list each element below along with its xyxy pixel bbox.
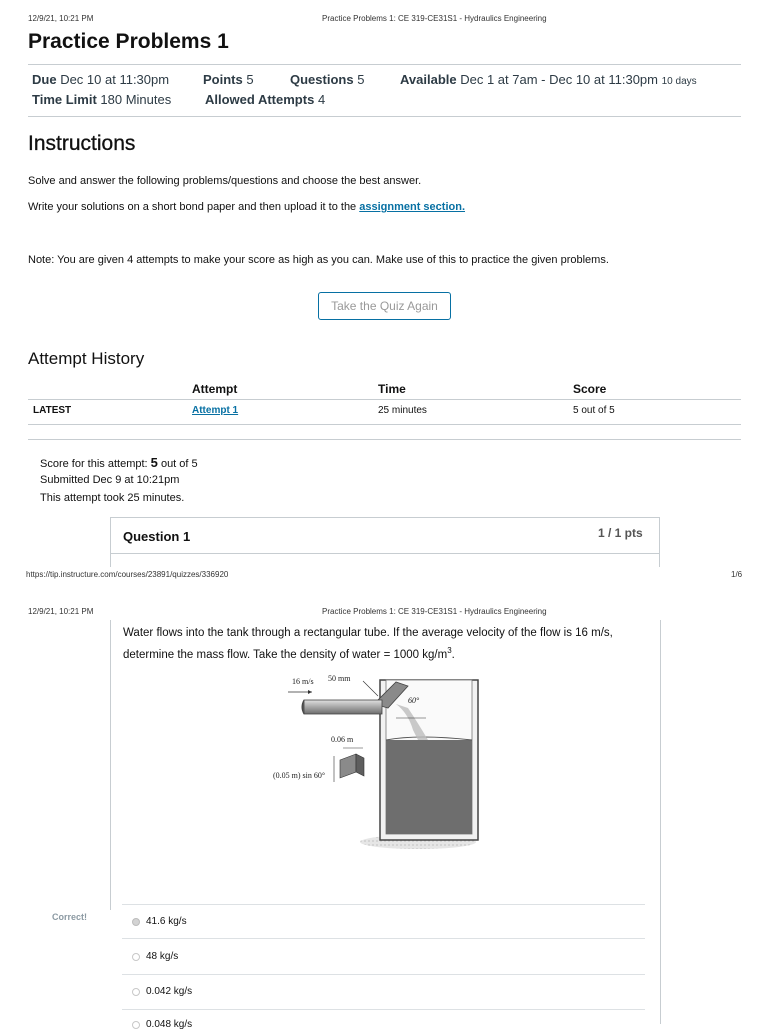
correct-label: Correct! — [52, 912, 88, 922]
answer-option[interactable]: 48 kg/s — [132, 951, 178, 962]
attempts-note: Note: You are given 4 attempts to make your score as high as you can. Make use of this to practice the given problems. — [28, 254, 609, 266]
take-quiz-again-button[interactable]: Take the Quiz Again — [318, 292, 451, 320]
answer-divider — [122, 1009, 645, 1010]
divider — [28, 439, 741, 440]
duration-line: This attempt took 25 minutes. — [40, 492, 185, 504]
quiz-available: Available Dec 1 at 7am - Dec 10 at 11:30pm 10 days — [400, 72, 697, 87]
attempt-time: 25 minutes — [378, 405, 427, 416]
attempt-history-heading: Attempt History — [28, 349, 145, 368]
submitted-line: Submitted Dec 9 at 10:21pm — [40, 474, 180, 486]
question-card-border — [660, 620, 661, 1024]
height-label: 0.06 m — [331, 735, 354, 744]
attempt-score-line: Score for this attempt: 5 out of 5 — [40, 455, 198, 470]
divider — [28, 64, 741, 65]
question-card — [110, 517, 660, 567]
answer-divider — [122, 904, 645, 905]
tank-figure — [268, 668, 500, 854]
print-doc-title: Practice Problems 1: CE 319-CE31S1 - Hydraulics Engineering — [322, 14, 547, 23]
divider — [28, 116, 741, 117]
assignment-section-link[interactable]: assignment section. — [359, 201, 466, 213]
question-title: Question 1 — [123, 529, 191, 544]
radio-icon[interactable] — [132, 953, 140, 961]
quiz-time-limit: Time Limit 180 Minutes — [32, 92, 172, 107]
width-label: 50 mm — [328, 674, 351, 683]
print-url: https://tip.instructure.com/courses/23891/quizzes/336920 — [26, 570, 229, 579]
depth-label: (0.05 m) sin 60° — [273, 771, 326, 780]
answer-divider — [122, 974, 645, 975]
column-time: Time — [378, 382, 406, 396]
answer-option[interactable]: 0.042 kg/s — [132, 986, 192, 997]
answer-option[interactable]: 0.048 kg/s — [132, 1019, 192, 1030]
quiz-allowed-attempts: Allowed Attempts 4 — [205, 92, 326, 107]
question-text: Water flows into the tank through a rectangular tube. If the average velocity of the flow is 16 m/s, determine the mass flow. Take the density of water = 1000 $kg/m^3$. — [123, 627, 613, 661]
column-attempt: Attempt — [192, 382, 238, 396]
radio-icon[interactable] — [132, 988, 140, 996]
radio-selected-icon[interactable] — [132, 918, 140, 926]
quiz-points: Points 5 — [203, 72, 254, 87]
instructions-line: Solve and answer the following problems/questions and choose the best answer. — [28, 175, 422, 187]
print-datetime: 12/9/21, 10:21 PM — [28, 14, 94, 23]
attempt-1-link[interactable]: Attempt 1 — [192, 405, 239, 416]
table-divider — [28, 399, 741, 400]
question-card-border — [110, 620, 111, 910]
instructions-upload-line: Write your solutions on a short bond paper and then upload it to the assignment section. — [28, 201, 466, 213]
print-datetime: 12/9/21, 10:21 PM — [28, 607, 94, 616]
instructions-heading: Instructions — [28, 132, 136, 155]
column-score: Score — [573, 382, 607, 396]
question-points: 1 / 1 pts — [598, 526, 643, 540]
answer-divider — [122, 938, 645, 939]
page-title: Practice Problems 1 — [28, 30, 229, 53]
table-divider — [28, 424, 741, 425]
velocity-label: 16 m/s — [292, 677, 314, 686]
print-page-number: 1/6 — [731, 570, 743, 579]
latest-tag: LATEST — [33, 405, 72, 416]
quiz-questions: Questions 5 — [290, 72, 365, 87]
quiz-due: Due Dec 10 at 11:30pm — [32, 72, 170, 87]
radio-icon[interactable] — [132, 1021, 140, 1029]
print-doc-title: Practice Problems 1: CE 319-CE31S1 - Hydraulics Engineering — [322, 607, 547, 616]
attempt-score: 5 out of 5 — [573, 405, 615, 416]
answer-option[interactable]: 41.6 kg/s — [132, 916, 187, 927]
angle-label: 60° — [408, 696, 420, 705]
question-header-divider — [110, 553, 660, 554]
